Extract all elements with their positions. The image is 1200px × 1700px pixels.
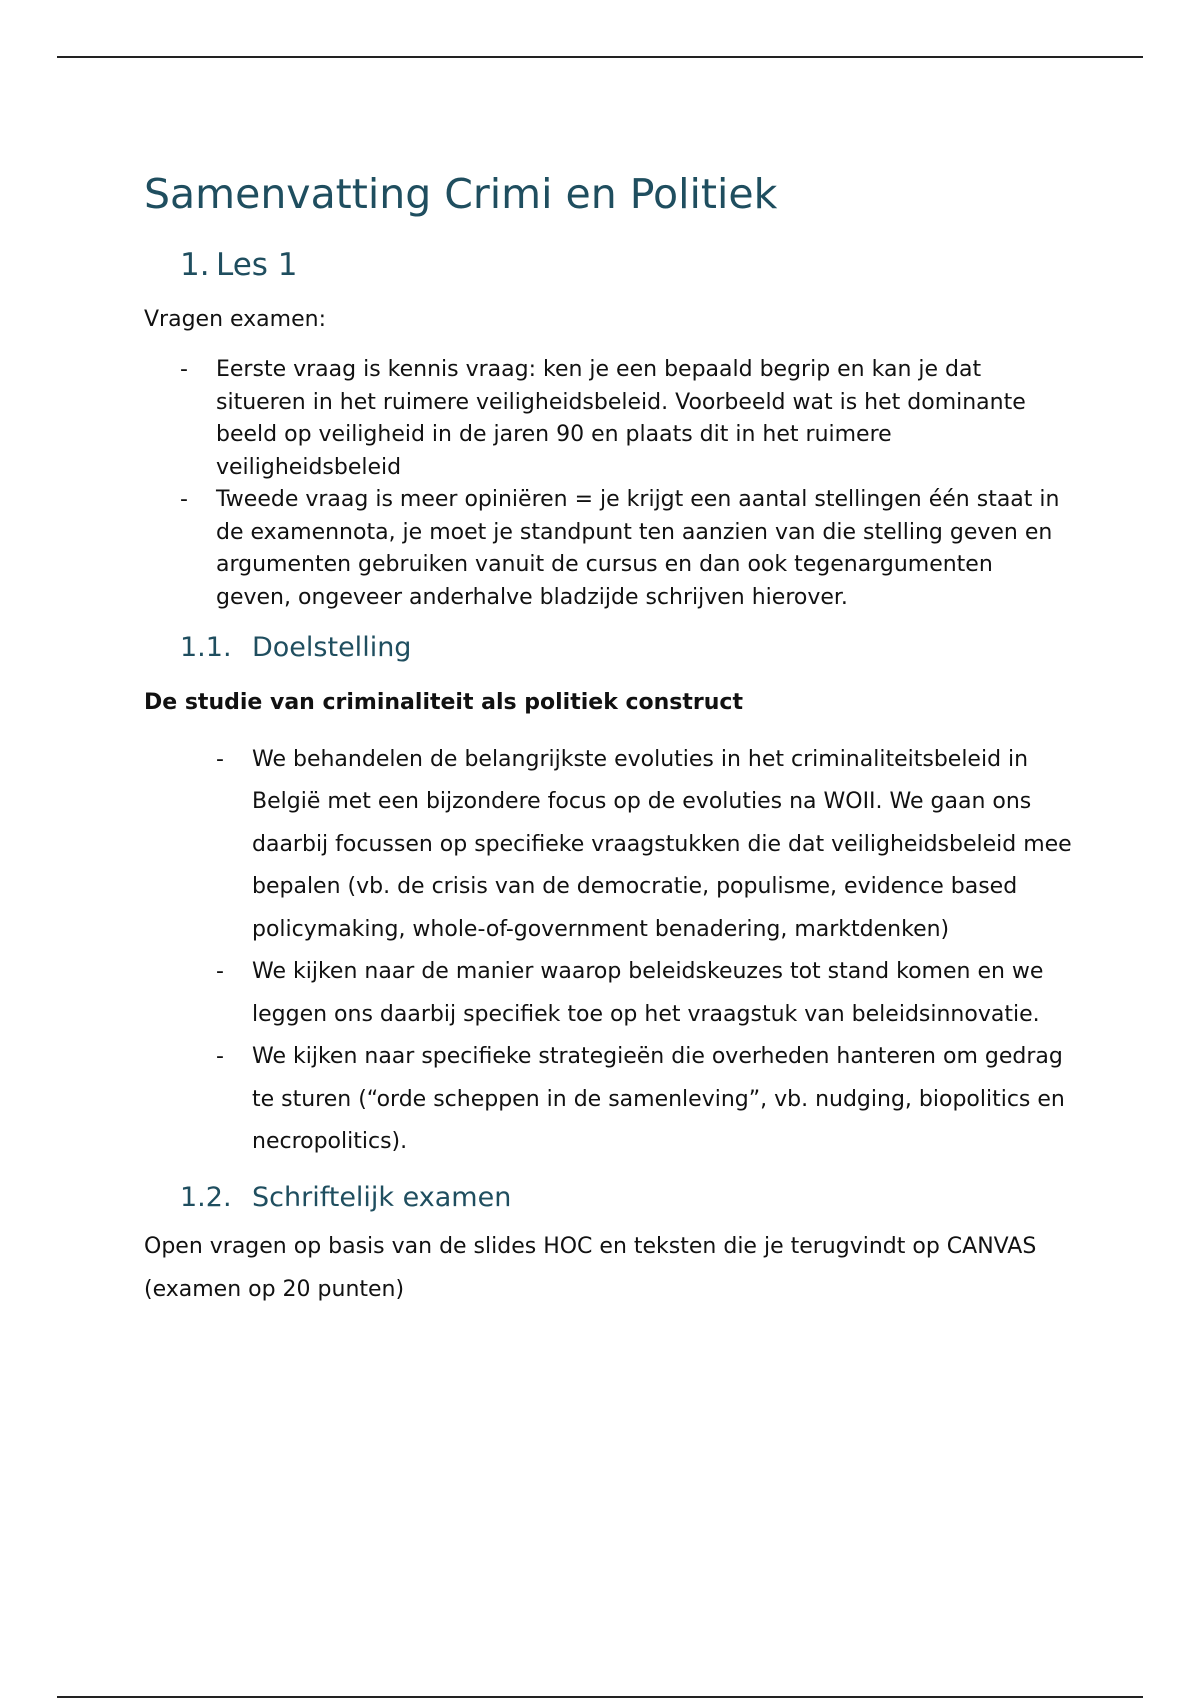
dash-bullet: - — [180, 487, 188, 513]
list-item-text: We kijken naar de manier waarop beleidskeuzes tot stand komen en we leggen ons daarbij specifiek toe op het vraagstuk van beleidsinnovatie. — [252, 959, 1044, 1027]
intro-text: Vragen examen: — [144, 307, 326, 333]
heading-label: Les 1 — [216, 247, 298, 284]
footer-rule — [57, 1696, 1143, 1698]
heading-doelstelling — [180, 632, 1074, 664]
heading-les-1 — [180, 247, 1074, 284]
goals-list — [144, 739, 1074, 1164]
exam-questions-list — [144, 354, 1074, 614]
dash-bullet: - — [216, 746, 224, 772]
heading-label: Schriftelijk examen — [252, 1181, 512, 1213]
heading-label: Doelstelling — [252, 632, 412, 664]
list-item-text: We kijken naar specifieke strategieën die overheden hanteren om gedrag te sturen (“orde scheppen in de samenleving”, vb. nudging, biopolitics en necropolitics). — [252, 1044, 1065, 1155]
heading-number: 1.2. — [180, 1181, 232, 1213]
list-item — [144, 354, 1074, 484]
dash-bullet: - — [180, 357, 188, 383]
list-item-text: Tweede vraag is meer opiniëren = je krijgt een aantal stellingen één staat in de examennota, je moet je standpunt ten aanzien van die stelling geven en argumenten gebruiken vanuit de cursus en dan ook tegenargumenten geven, ongeveer anderhalve bladzijde schrijven hierover. — [216, 487, 1060, 610]
dash-bullet: - — [216, 1044, 224, 1070]
list-item — [144, 951, 1074, 1036]
list-item-text: Eerste vraag is kennis vraag: ken je een bepaald begrip en kan je dat situeren in het ruimere veiligheidsbeleid. Voorbeeld wat is het dominante beeld op veiligheid in de jaren 90 en plaats dit in het ruimere veiligheidsbeleid — [216, 357, 1026, 480]
list-item — [144, 739, 1074, 952]
page-title: Samenvatting Crimi en Politiek — [144, 170, 778, 218]
exam-text: Open vragen op basis van de slides HOC en teksten die je terugvindt op CANVAS (examen op 20 punten) — [144, 1234, 1037, 1302]
heading-schriftelijk-examen — [180, 1182, 1074, 1214]
heading-number: 1.1. — [180, 632, 232, 664]
list-item — [144, 1036, 1074, 1164]
list-item-text: We behandelen de belangrijkste evoluties in het criminaliteitsbeleid in België met een bijzondere focus op de evoluties na WOII. We gaan ons daarbij focussen op specifieke vraagstukken die dat veiligheidsbeleid mee bepalen (vb. de crisis van de democratie, populisme, evidence based policymaking, whole-of-government benadering, marktdenken) — [252, 746, 1072, 942]
document-body — [144, 170, 1074, 1333]
heading-number: 1. — [180, 247, 210, 284]
header-rule — [57, 56, 1143, 58]
list-item — [144, 484, 1074, 614]
bold-statement: De studie van criminaliteit als politiek construct — [144, 689, 743, 715]
dash-bullet: - — [216, 959, 224, 985]
